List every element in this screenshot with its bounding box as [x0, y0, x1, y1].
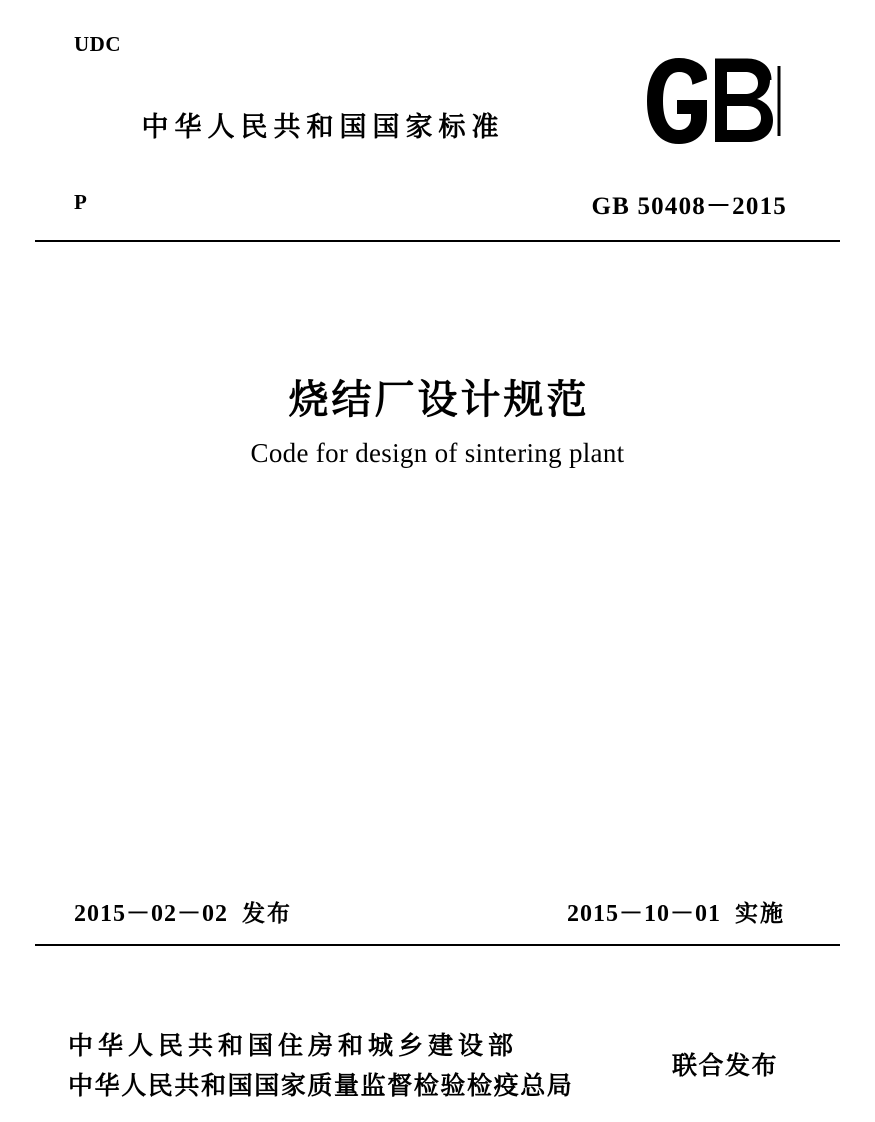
standard-number: GB 50408－2015: [591, 193, 787, 220]
effective-date-value: 2015－10－01: [567, 901, 721, 927]
publisher-line-1: 中华人民共和国住房和城乡建设部: [68, 1031, 519, 1060]
udc-label: UDC: [74, 32, 121, 56]
effective-date-label: 实施: [735, 901, 785, 927]
issue-date-value: 2015－02－02: [74, 901, 228, 927]
divider-top: [35, 240, 840, 242]
publisher-block: [68, 1026, 573, 1106]
issue-date-label: 发布: [242, 901, 292, 927]
joint-issue-label: 联合发布: [672, 1051, 779, 1080]
category-mark: P: [74, 190, 87, 214]
issue-date: [74, 893, 292, 928]
divider-bottom: [35, 944, 840, 946]
title-english: Code for design of sintering plant: [250, 438, 625, 468]
title-chinese: 烧结厂设计规范: [288, 377, 590, 423]
effective-date: [567, 893, 785, 928]
publisher-line-2: 中华人民共和国国家质量监督检验检疫总局: [68, 1071, 574, 1100]
gb-logo-icon: [643, 56, 789, 146]
national-standard-title: 中华人民共和国国家标准: [141, 112, 505, 143]
